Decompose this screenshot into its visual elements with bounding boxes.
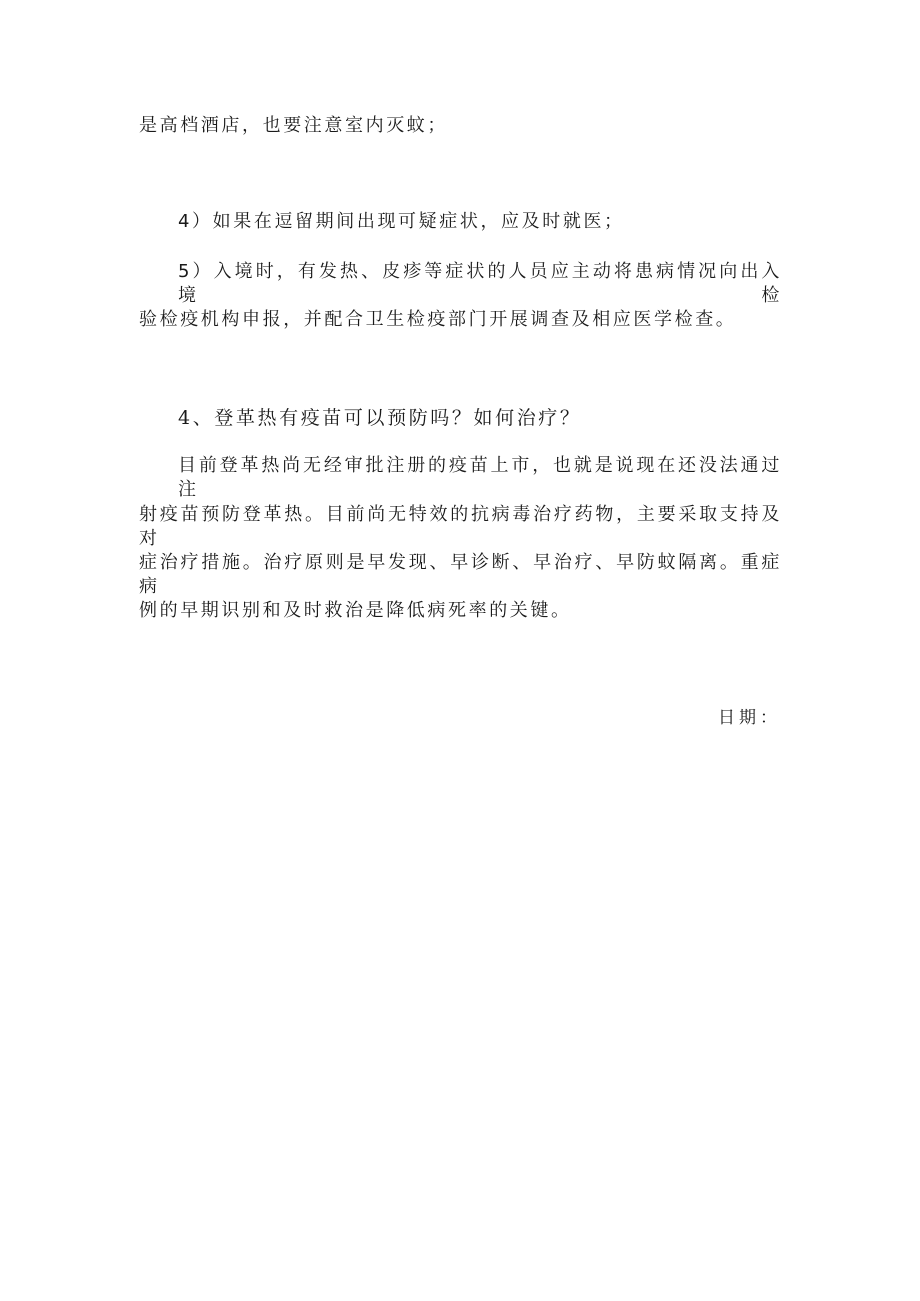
section-4-paragraph-line-3: 症治疗措施。治疗原则是早发现、早诊断、早治疗、早防蚊隔离。重症病 [139,552,782,597]
list-item-5-line-2: 验检疫机构申报，并配合卫生检疫部门开展调查及相应医学检查。 [139,309,737,330]
section-4-paragraph-line-4: 例的早期识别和及时救治是降低病死率的关键。 [139,600,572,621]
continuation-line: 是高档酒店，也要注意室内灭蚊； [139,115,448,136]
section-4-paragraph-line-1: 目前登革热尚无经审批注册的疫苗上市，也就是说现在还没法通过注 [178,455,782,500]
list-item-4: 4）如果在逗留期间出现可疑症状，应及时就医； [178,211,625,232]
date-label: 日期： [718,708,781,728]
section-4-paragraph-line-2: 射疫苗预防登革热。目前尚无特效的抗病毒治疗药物，主要采取支持及对 [139,504,782,549]
section-4-heading: 4、登革热有疫苗可以预防吗？如何治疗？ [178,407,582,429]
list-item-5-line-1: 5）入境时，有发热、皮疹等症状的人员应主动将患病情况向出入境检 [178,261,782,306]
